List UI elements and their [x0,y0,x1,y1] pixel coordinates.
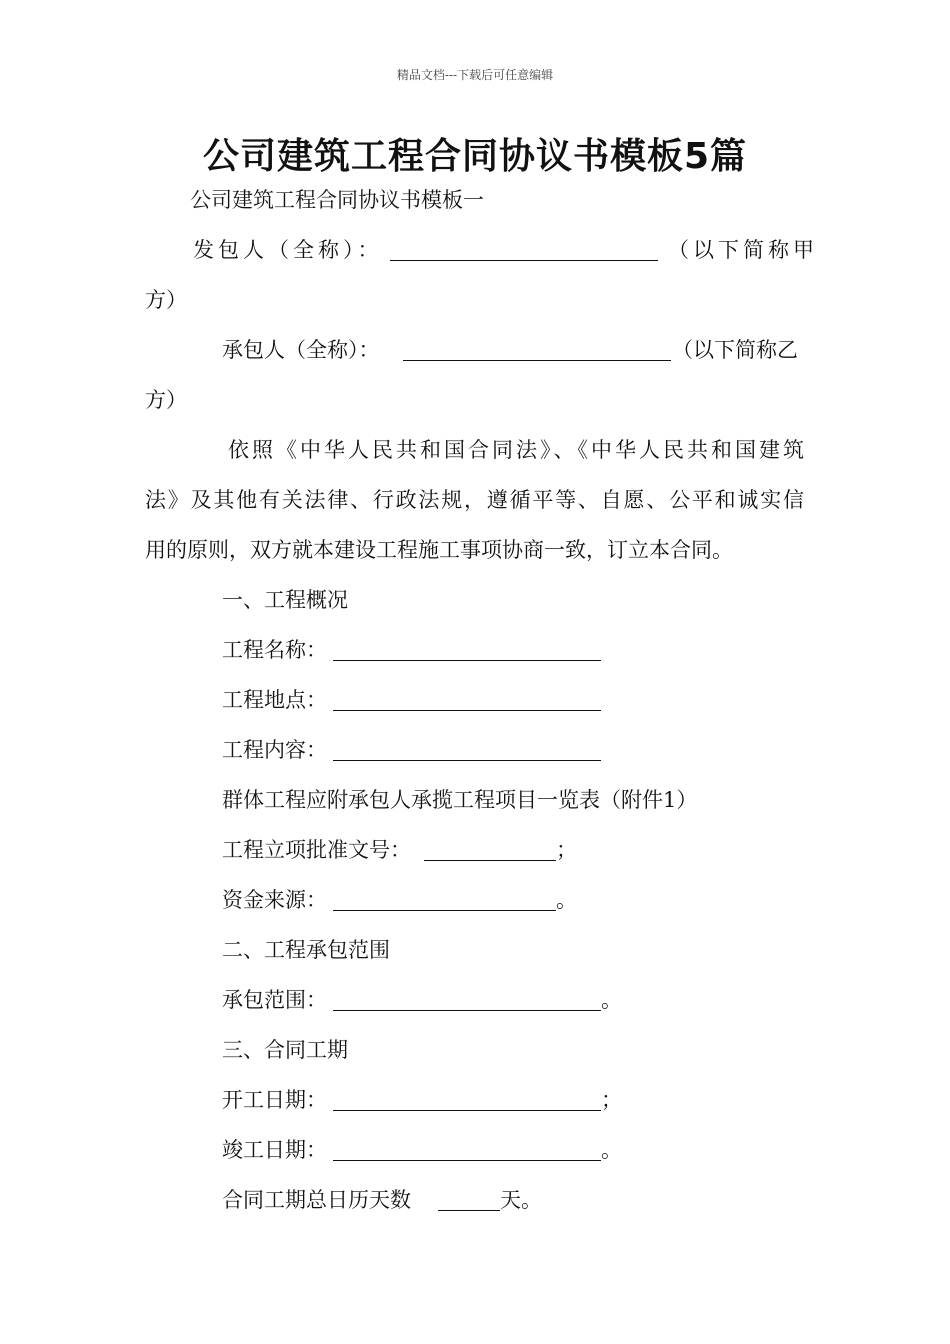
party-b-suffix-cont: 方） [145,388,187,412]
header-note: 精品文档---下载后可任意编辑 [396,68,554,82]
total-days-label: 合同工期总日历天数 [222,1188,411,1212]
project-location-label: 工程地点： [222,688,327,712]
intro-line-2: 法》及其他有关法律、行政法规，遵循平等、自愿、公平和诚实信 [145,488,804,512]
project-name-blank[interactable] [333,642,601,661]
approval-number-end: ； [556,838,577,862]
start-date-label: 开工日期： [222,1088,327,1112]
party-b-label: 承包人（全称）： [222,338,380,362]
finish-date-end: 。 [601,1138,622,1162]
approval-number-blank[interactable] [424,842,556,861]
scope-end: 。 [601,988,622,1012]
section-2-heading: 二、工程承包范围 [222,938,390,962]
group-project-note: 群体工程应附承包人承揽工程项目一览表（附件1） [222,788,698,812]
funding-source-end: 。 [556,888,577,912]
approval-number-label: 工程立项批准文号： [222,838,411,862]
section-3-heading: 三、合同工期 [222,1038,348,1062]
party-a-suffix: （以下简称甲 [668,238,818,262]
intro-line-3: 用的原则，双方就本建设工程施工事项协商一致，订立本合同。 [145,538,733,562]
total-days-end: 天。 [500,1188,542,1212]
party-a-suffix-cont: 方） [145,288,187,312]
project-location-blank[interactable] [333,692,601,711]
party-a-blank[interactable] [390,242,658,261]
start-date-end: ； [601,1088,622,1112]
funding-source-blank[interactable] [333,892,556,911]
total-days-blank[interactable] [438,1192,500,1211]
section-1-heading: 一、工程概况 [222,588,348,612]
document-title: 公司建筑工程合同协议书模板5篇 [202,136,748,177]
intro-line-1: 依照《中华人民共和国合同法》、《中华人民共和国建筑 [228,438,804,462]
project-content-blank[interactable] [333,742,601,761]
scope-blank[interactable] [333,992,601,1011]
party-a-label: 发包人（全称）： [193,238,383,262]
subtitle: 公司建筑工程合同协议书模板一 [190,188,484,212]
party-b-blank[interactable] [403,342,671,361]
party-b-suffix: （以下简称乙 [672,338,798,362]
project-name-label: 工程名称： [222,638,327,662]
finish-date-label: 竣工日期： [222,1138,327,1162]
finish-date-blank[interactable] [333,1142,601,1161]
project-content-label: 工程内容： [222,738,327,762]
funding-source-label: 资金来源： [222,888,327,912]
start-date-blank[interactable] [333,1092,601,1111]
scope-label: 承包范围： [222,988,327,1012]
